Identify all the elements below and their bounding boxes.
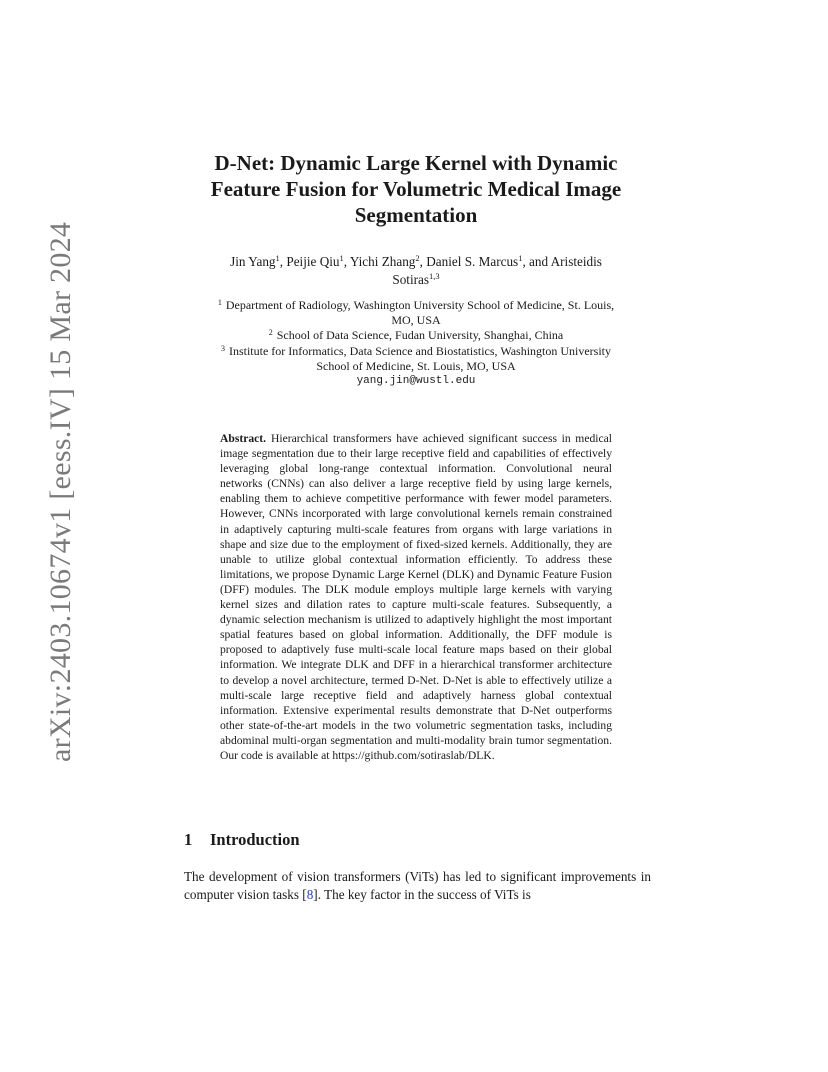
affiliation-number: 2 <box>268 328 273 338</box>
abstract-label: Abstract. <box>220 432 267 445</box>
author-name: Jin Yang <box>230 254 276 269</box>
contact-email[interactable]: yang.jin@wustl.edu <box>356 375 476 388</box>
affiliation <box>170 298 662 328</box>
author-affil-mark: 1 <box>518 253 523 263</box>
affiliation-text: Institute for Informatics, Data Science and Biostatistics, Washington University <box>228 343 612 358</box>
author-affil-mark: 1 <box>275 253 280 263</box>
author-name: Sotiras <box>392 272 429 287</box>
arxiv-identifier: arXiv:2403.10674v1 [eess.IV] 15 Mar 2024 <box>44 221 77 762</box>
intro-paragraph <box>184 868 651 904</box>
author-conjunction: and Aristeidis <box>529 254 602 269</box>
author-name: Yichi Zhang <box>349 254 416 269</box>
affiliation-text: School of Data Science, Fudan University, Shanghai, China <box>276 328 564 343</box>
affiliation-number: 1 <box>217 298 222 307</box>
affiliation <box>170 344 662 374</box>
author-affil-mark: 1 <box>339 253 344 263</box>
section-heading <box>184 830 300 850</box>
intro-text: ]. The key factor in the success of ViTs is <box>313 887 531 902</box>
affiliation <box>170 328 662 343</box>
section-title: Introduction <box>210 830 300 849</box>
author-affil-mark: 2 <box>415 253 420 263</box>
author-name: Peijie Qiu <box>286 254 340 269</box>
title-line: Feature Fusion for Volumetric Medical Image <box>210 177 622 201</box>
abstract-text: Hierarchical transformers have achieved significant success in medical image segmentation due to their large receptive field and capabilities of effectively leveraging global long-range contextual information. Convolutional neural networks (CNNs) can also deliver a large receptive field by using large kernels, enabling them to achieve competitive performance with fewer model parameters. However, CNNs incorporated with large convolutional kernels remain constrained in adaptively capturing multi-scale features from organs with large variations in shape and size due to the employment of fixed-sized kernels. Additionally, they are unable to utilize global contextual information efficiently. To address these limitations, we propose Dynamic Large Kernel (DLK) and Dynamic Feature Fusion (DFF) modules. The DLK module employs multiple large kernels with varying kernel sizes and dilation rates to capture multi-scale features. Subsequently, a dynamic selection mechanism is utilized to adaptively highlight the most important spatial features based on global information. Additionally, the DFF module is proposed to adaptively fuse multi-scale local feature maps based on their global information. We integrate DLK and DFF in a hierarchical transformer architecture to develop a novel architecture, termed D-Net. D-Net is able to effectively utilize a multi-scale large receptive field and adaptively harness global contextual information. Extensive experimental results demonstrate that D-Net outperforms other state-of-the-art models in the two volumetric segmentation tasks, including abdominal multi-organ segmentation and multi-modality brain tumor segmentation. Our code is available at https://github.com/sotiraslab/DLK. <box>220 432 612 762</box>
title-line: D-Net: Dynamic Large Kernel with Dynamic <box>214 151 618 175</box>
affiliation-text: Department of Radiology, Washington University School of Medicine, St. Louis, <box>225 298 615 312</box>
intro-text: The development of vision transformers (ViTs) has led to significant improvements in computer vision tasks [ <box>184 869 651 902</box>
section-number: 1 <box>184 830 193 849</box>
abstract <box>220 431 612 763</box>
author-affil-mark: 1,3 <box>429 271 440 281</box>
affiliations <box>170 298 662 389</box>
author-list: Jin Yang$^1$, Peijie Qiu$^1$, Yichi Zhang$^2$, Daniel S. Marcus$^1$, and Aristeidis Sotiras$^{1,3}$ <box>230 253 602 287</box>
author-name: Daniel S. Marcus <box>426 254 519 269</box>
affiliation-number: 3 <box>220 343 225 353</box>
affiliation-text: MO, USA <box>391 313 441 328</box>
citation-link[interactable]: 8 <box>306 887 314 902</box>
title-line: Segmentation <box>354 203 478 227</box>
affiliation-text: School of Medicine, St. Louis, MO, USA <box>316 358 516 373</box>
paper-title <box>170 150 662 228</box>
arxiv-sidebar <box>22 0 77 1072</box>
